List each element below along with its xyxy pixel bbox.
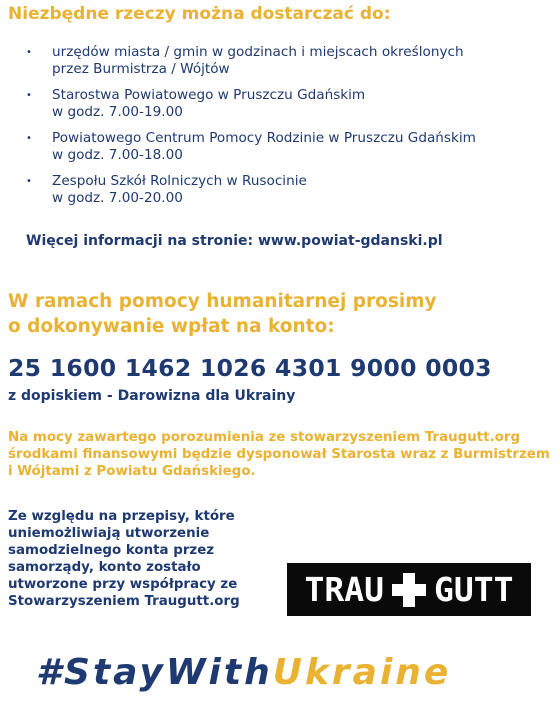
donation-heading-line2: o dokonywanie wpłat na konto: xyxy=(8,316,335,337)
donation-heading-line1: W ramach pomocy humanitarnej prosimy xyxy=(8,291,437,312)
traugutt-logo xyxy=(287,563,531,616)
place-name: urzędów miasta / gmin w godzinach i miejscach określonych xyxy=(52,44,464,60)
bullet-icon: • xyxy=(26,176,32,187)
list-item xyxy=(26,87,556,121)
list-item xyxy=(26,130,556,164)
stay-with-ukraine-hashtag xyxy=(36,652,451,693)
hashtag-part-stay-with: #StayWith xyxy=(36,652,273,693)
place-name: Zespołu Szkół Rolniczych w Rusocinie xyxy=(52,173,307,189)
agreement-paragraph: Na mocy zawartego porozumienia ze stowarzyszeniem Traugutt.org środkami finansowymi będzie dysponował Starosta wraz z Burmistrzem i Wójtami z Powiatu Gdańskiego. xyxy=(8,430,550,479)
logo-text-left: TRAU xyxy=(304,570,384,609)
donation-heading xyxy=(8,289,528,339)
place-name: Powiatowego Centrum Pomocy Rodzinie w Pruszczu Gdańskim xyxy=(52,130,476,146)
bullet-icon: • xyxy=(26,47,32,58)
delivery-places-list xyxy=(26,44,556,216)
transfer-note: z dopiskiem - Darowizna dla Ukrainy xyxy=(8,388,296,404)
place-name: Starostwa Powiatowego w Pruszczu Gdańskim xyxy=(52,87,366,103)
place-hours: w godz. 7.00-18.00 xyxy=(52,147,183,163)
cross-icon xyxy=(392,573,426,607)
hashtag-part-ukraine: Ukraine xyxy=(272,652,452,693)
place-hours: w godz. 7.00-20.00 xyxy=(52,190,183,206)
place-detail: przez Burmistrza / Wójtów xyxy=(52,61,230,77)
reason-paragraph: Ze względu na przepisy, które uniemożliwiają utworzenie samodzielnego konta przez samorządy, konto zostało utworzone przy współpracy ze Stowarzyszeniem Traugutt.org xyxy=(8,509,240,609)
more-info-link-text: Więcej informacji na stronie: www.powiat-gdanski.pl xyxy=(26,233,443,249)
list-item xyxy=(26,44,556,78)
bullet-icon: • xyxy=(26,90,32,101)
delivery-heading: Niezbędne rzeczy można dostarczać do: xyxy=(8,4,391,24)
list-item xyxy=(26,173,556,207)
logo-text-right: GUTT xyxy=(434,570,514,609)
bank-account-number: 25 1600 1462 1026 4301 9000 0003 xyxy=(8,354,492,382)
place-hours: w godz. 7.00-19.00 xyxy=(52,104,183,120)
bullet-icon: • xyxy=(26,133,32,144)
